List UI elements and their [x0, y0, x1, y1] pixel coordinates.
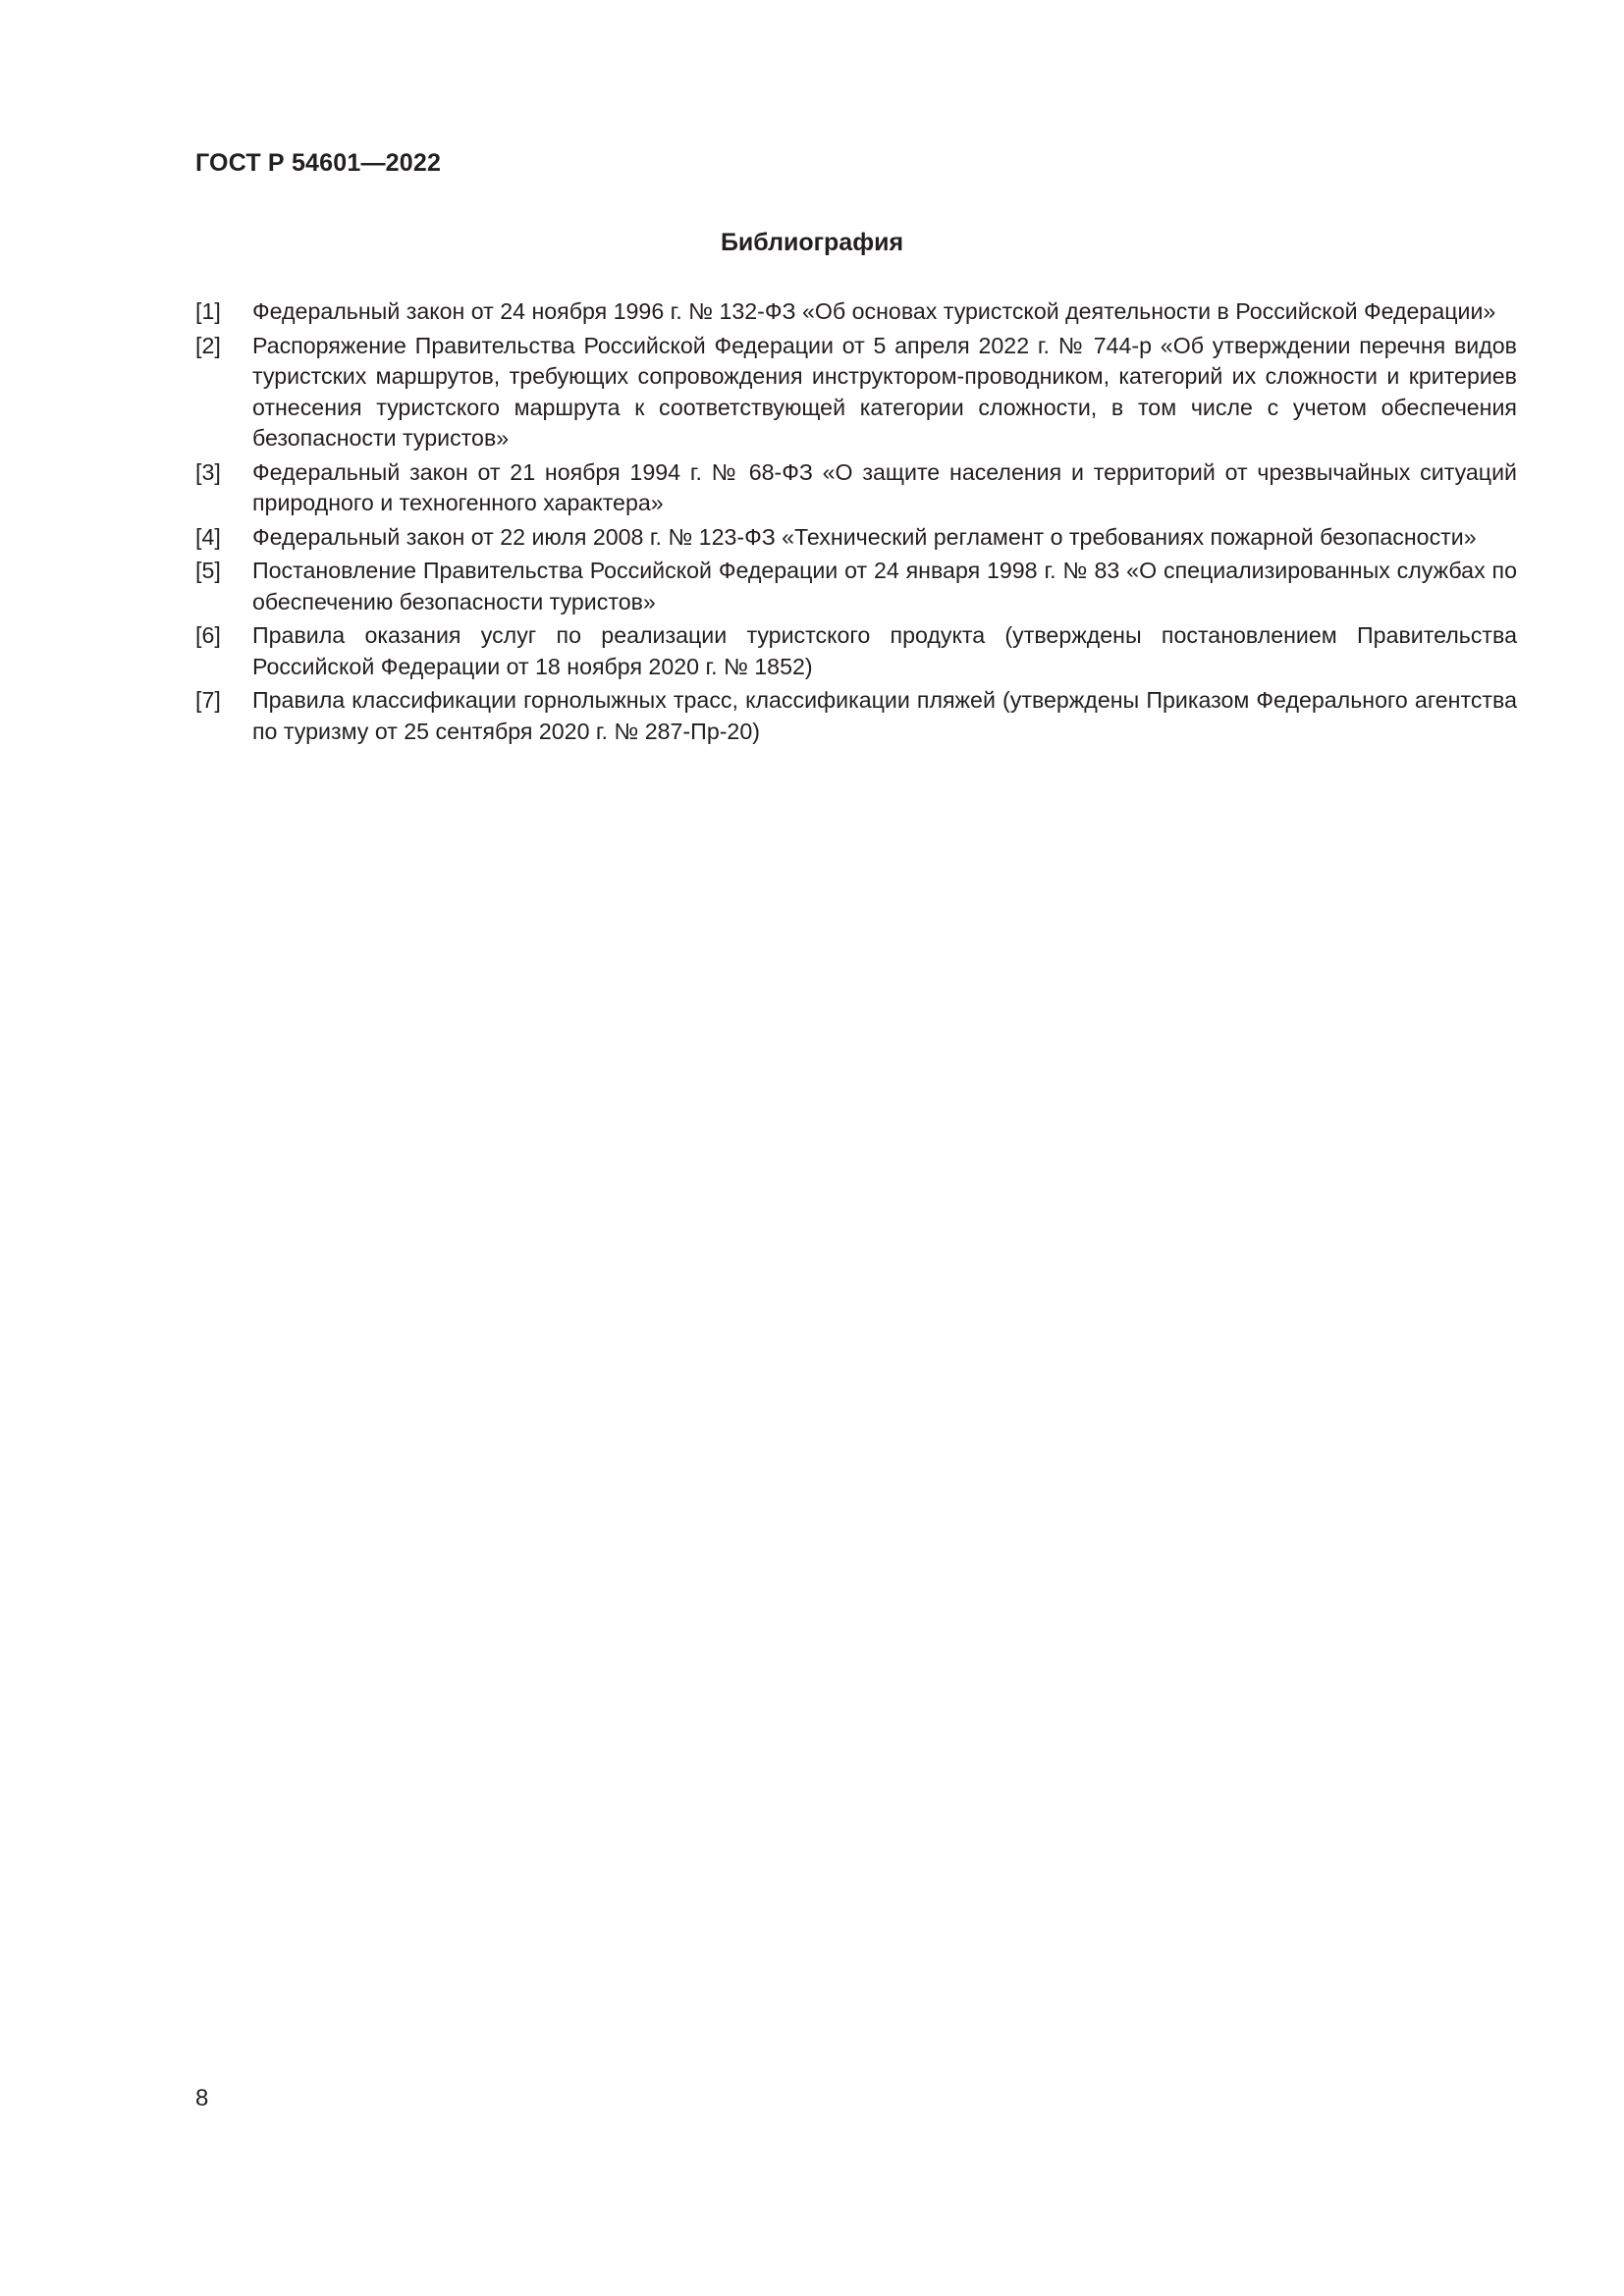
bibliography-list [195, 296, 1517, 750]
bibliography-text: Федеральный закон от 24 ноября 1996 г. № 132-ФЗ «Об основах туристской деятельности в Российской Федерации» [252, 298, 1496, 324]
bibliography-text: Постановление Правительства Российской Федерации от 24 января 1998 г. № 83 «О специализированных службах по обеспечению безопасности туристов» [252, 558, 1517, 614]
bibliography-number: [2] [195, 332, 221, 358]
document-code-header: ГОСТ Р 54601—2022 [195, 149, 442, 177]
section-title: Библиография [720, 229, 904, 256]
page-number: 8 [195, 2085, 209, 2111]
bibliography-number: [3] [195, 458, 221, 485]
bibliography-number: [7] [195, 687, 221, 713]
bibliography-number: [4] [195, 523, 221, 550]
bibliography-text: Распоряжение Правительства Российской Федерации от 5 апреля 2022 г. № 744-р «Об утверждении перечня видов туристских маршрутов, требующих сопровождения инструктором-проводником, категорий их сложности и критериев отнесения туристского маршрута к соответствующей категории сложности, в том числе с учетом обеспечения безопасности туристов» [252, 332, 1517, 451]
bibliography-number: [1] [195, 298, 221, 324]
bibliography-text: Федеральный закон от 22 июля 2008 г. № 123-ФЗ «Технический регламент о требованиях пожарной безопасности» [252, 523, 1477, 550]
bibliography-number: [5] [195, 558, 221, 583]
bibliography-item-2 [195, 331, 1517, 454]
bibliography-item-6 [195, 620, 1517, 682]
bibliography-text: Правила классификации горнолыжных трасс, классификации пляжей (утверждены Приказом Федерального агентства по туризму от 25 сентября 2020 г. № 287-Пр-20) [252, 687, 1517, 744]
bibliography-item-1 [195, 296, 1517, 328]
bibliography-item-7 [195, 685, 1517, 747]
bibliography-item-3 [195, 457, 1517, 519]
bibliography-number: [6] [195, 622, 221, 648]
bibliography-text: Федеральный закон от 21 ноября 1994 г. № 68-ФЗ «О защите населения и территорий от чрезвычайных ситуаций природного и техногенного характера» [252, 458, 1517, 515]
bibliography-item-5 [195, 556, 1517, 617]
bibliography-text: Правила оказания услуг по реализации туристского продукта (утверждены постановлением Правительства Российской Федерации от 18 ноября 2020 г. № 1852) [252, 622, 1517, 679]
bibliography-item-4 [195, 522, 1517, 554]
